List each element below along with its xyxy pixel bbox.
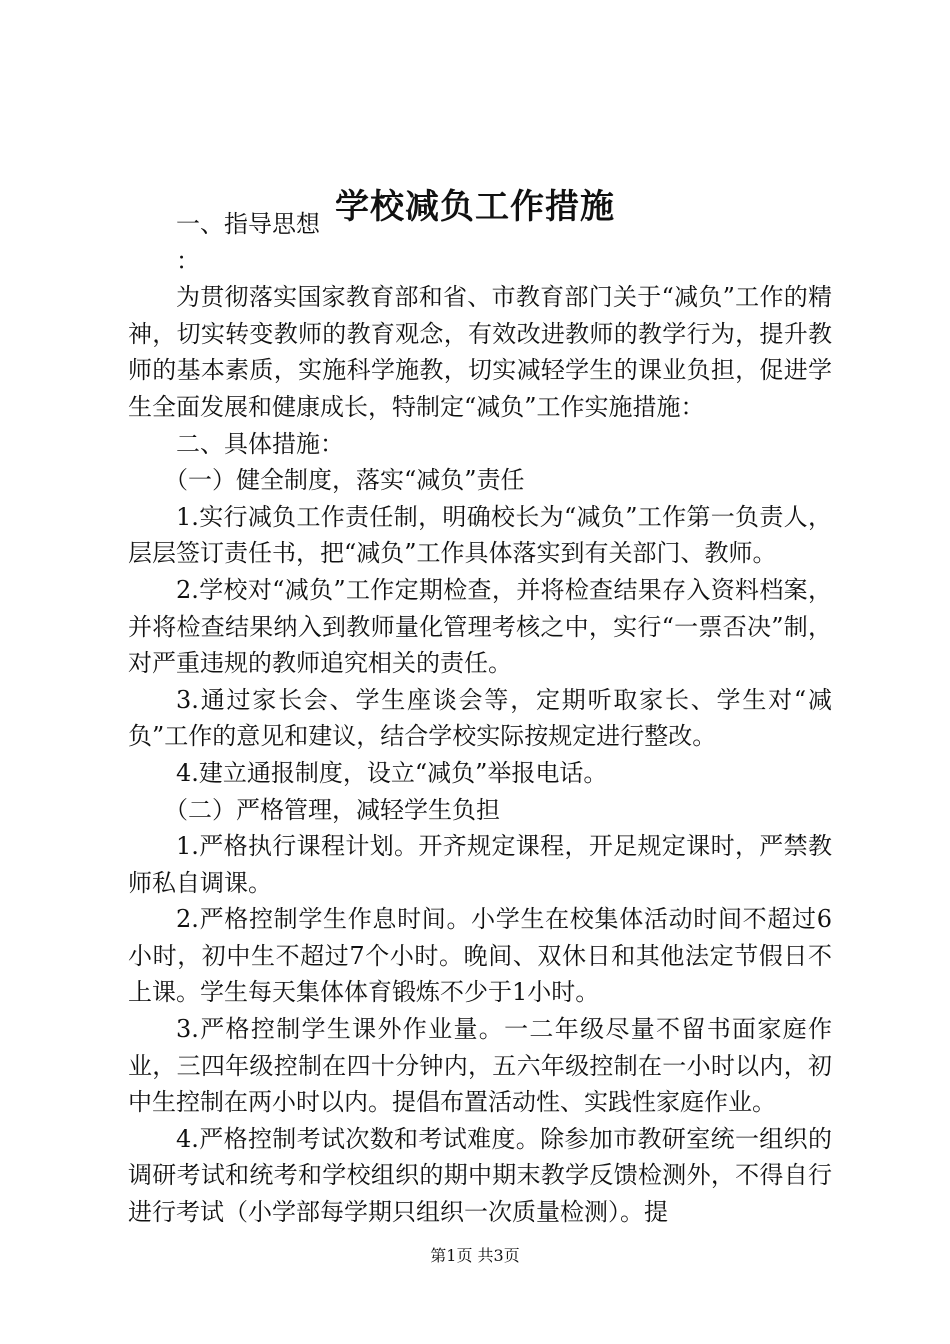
section-heading-guiding-thought: 一、指导思想 — [176, 210, 320, 238]
paragraph-item-2-2: 2.严格控制学生作息时间。小学生在校集体活动时间不超过6小时，初中生不超过7个小时。晚间、双休日和其他法定节假日不上课。学生每天集体体育锻炼不少于1小时。 — [128, 905, 832, 1007]
stray-colon: ： — [176, 246, 200, 275]
paragraph-item-1-2: 2.学校对“减负”工作定期检查，并将检查结果存入资料档案，并将检查结果纳入到教师量化管理考核之中，实行“一票否决”制，对严重违规的教师追究相关的责任。 — [128, 575, 832, 678]
paragraph-item-1-4: 4.建立通报制度，设立“减负”举报电话。 — [176, 758, 608, 787]
paragraph-item-2-3: 3.严格控制学生课外作业量。一二年级尽量不留书面家庭作业，三四年级控制在四十分钟内，五六年级控制在一小时以内，初中生控制在两小时以内。提倡布置活动性、实践性家庭作业。 — [128, 1015, 832, 1117]
document-title: 学校减负工作措施 — [335, 187, 615, 227]
page-footer: 第1页 共3页 — [430, 1246, 520, 1265]
paragraph-item-1-1: 1.实行减负工作责任制，明确校长为“减负”工作第一负责人，层层签订责任书，把“减负”工作具体落实到有关部门、教师。 — [128, 502, 832, 568]
paragraph-intro: 为贯彻落实国家教育部和省、市教育部门关于“减负”工作的精神，切实转变教师的教育观念，有效改进教师的教学行为，提升教师的基本素质，实施科学施教，切实减轻学生的课业负担，促进学生全面发展和健康成长，特制定“减负”工作实施措施： — [128, 283, 832, 421]
subsection-heading-management: （二）严格管理，减轻学生负担 — [164, 795, 500, 824]
paragraph-item-2-1: 1.严格执行课程计划。开齐规定课程，开足规定课时，严禁教师私自调课。 — [128, 832, 832, 897]
document-body — [128, 206, 832, 1231]
paragraph-item-2-4: 4.严格控制考试次数和考试难度。除参加市教研室统一组织的调研考试和统考和学校组织的期中期末教学反馈检测外，不得自行进行考试（小学部每学期只组织一次质量检测）。提 — [128, 1124, 832, 1227]
section-heading-measures: 二、具体措施： — [176, 429, 344, 458]
paragraph-item-1-3: 3.通过家长会、学生座谈会等，定期听取家长、学生对“减负”工作的意见和建议，结合学校实际按规定进行整改。 — [128, 685, 832, 751]
subsection-heading-system: （一）健全制度，落实“减负”责任 — [164, 466, 525, 495]
